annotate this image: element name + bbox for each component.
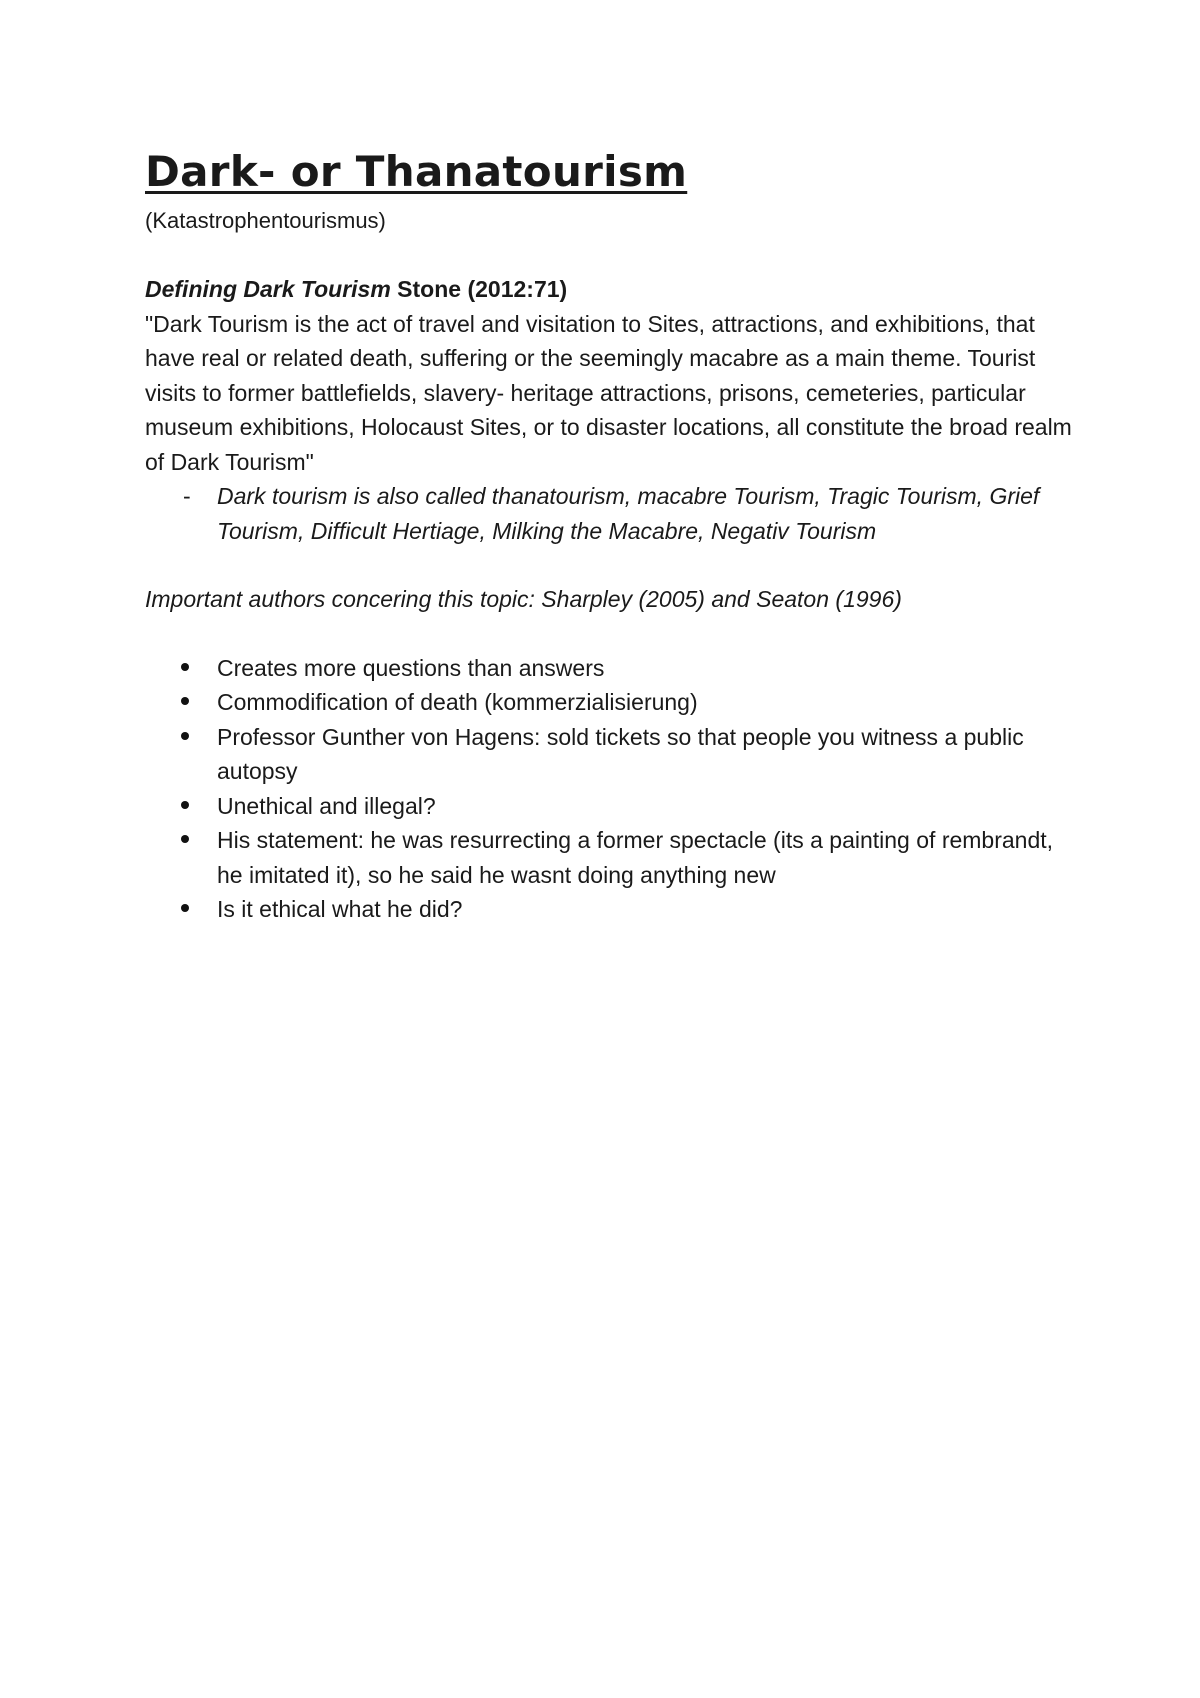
definition-quote: "Dark Tourism is the act of travel and visitation to Sites, attractions, and exhibitions, that have real or related death, suffering or the seemingly macabre as a main theme. Tourist visits to former battlefields, slavery- heritage attractions, prisons, cemeteries, particular museum exhibitions, Holocaust Sites, or to disaster locations, all constitute the broad realm of Dark Tourism" (145, 310, 1072, 475)
bullet-dot-icon (181, 904, 189, 912)
bullet-dot-icon (181, 801, 189, 809)
bullet-item (145, 720, 1075, 789)
dash-list (145, 479, 1075, 548)
bullet-text: His statement: he was resurrecting a former spectacle (its a painting of rembrandt, he imitated it), so he said he wasnt doing anything new (217, 827, 1054, 888)
bullet-item (145, 823, 1075, 892)
bullet-dot-icon (181, 697, 189, 705)
bullet-item (145, 892, 1075, 927)
bullet-text: Creates more questions than answers (217, 654, 605, 681)
bullet-dot-icon (181, 732, 189, 740)
definition-heading-italic: Defining Dark Tourism (145, 276, 391, 302)
dash-item-text: Dark tourism is also called thanatourism, macabre Tourism, Tragic Tourism, Grief Tourism, Difficult Hertiage, Milking the Macabre, Negativ Tourism (217, 483, 1040, 544)
bullet-item (145, 651, 1075, 686)
bullet-text: Commodification of death (kommerzialisierung) (217, 689, 698, 715)
bullet-text: Unethical and illegal? (217, 792, 436, 819)
bullet-dot-icon (181, 835, 189, 843)
authors-line: Important authors concering this topic: Sharpley (2005) and Seaton (1996) (145, 586, 902, 612)
dash-list-item (145, 479, 1075, 548)
page-subtitle: (Katastrophentourismus) (145, 208, 386, 233)
bullet-text: Professor Gunther von Hagens: sold tickets so that people you witness a public autopsy (217, 723, 1024, 784)
page-title: Dark- or Thanatourism (145, 147, 688, 196)
bullet-list (145, 651, 1075, 927)
dash-marker: - (183, 483, 191, 509)
bullet-item (145, 685, 1075, 720)
bullet-text: Is it ethical what he did? (217, 896, 463, 922)
definition-heading (145, 272, 1075, 307)
definition-heading-source: Stone (2012:71) (390, 276, 568, 302)
bullet-dot-icon (181, 663, 189, 671)
document-content (145, 146, 1075, 927)
bullet-item (145, 789, 1075, 824)
